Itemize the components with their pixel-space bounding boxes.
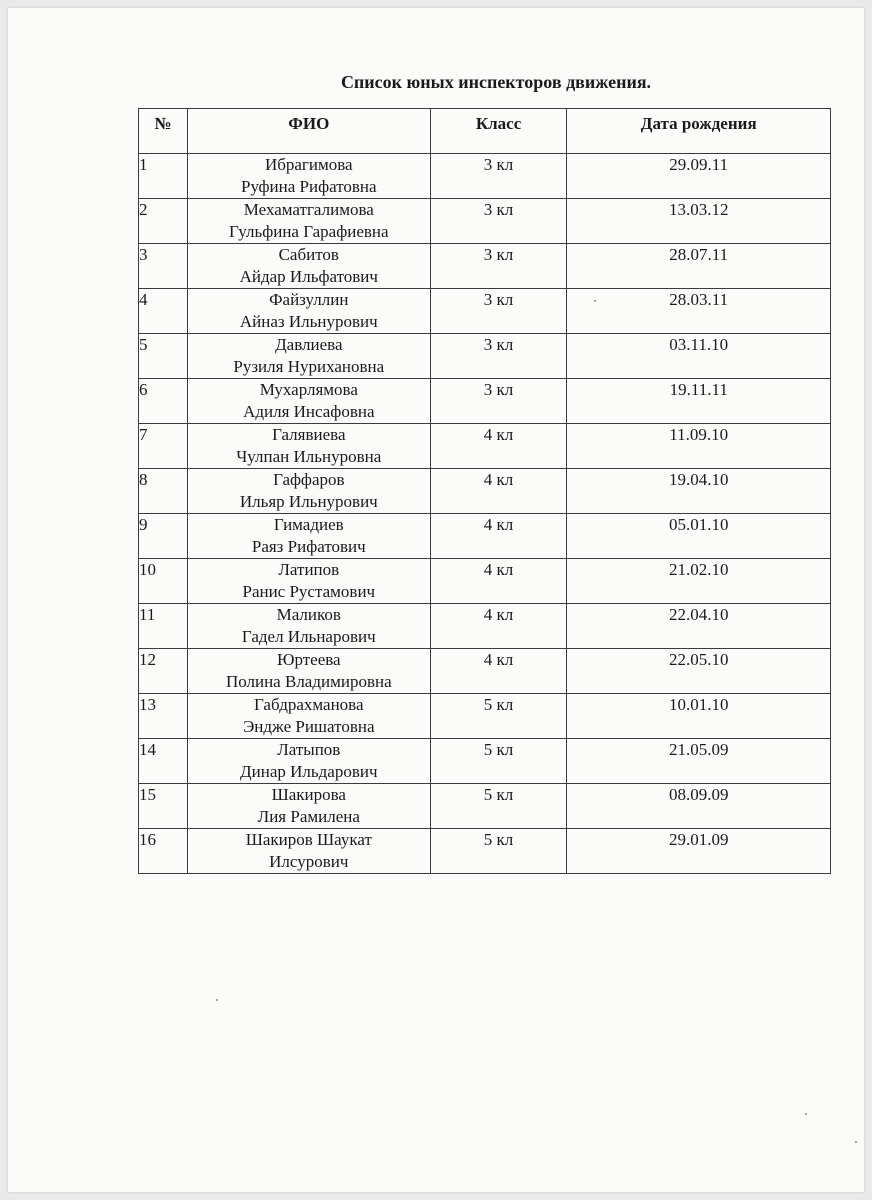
row-class: 4 кл bbox=[430, 649, 567, 694]
table-row bbox=[139, 784, 831, 829]
row-name bbox=[187, 334, 430, 379]
table-header-row bbox=[139, 109, 831, 154]
row-given-names: Ранис Рустамович bbox=[242, 582, 376, 601]
row-class: 3 кл bbox=[430, 334, 567, 379]
row-given-names: Айназ Ильнурович bbox=[239, 312, 378, 331]
table-row bbox=[139, 514, 831, 559]
row-given-names: Полина Владимировна bbox=[225, 672, 392, 691]
row-surname: Гимадиев bbox=[273, 515, 344, 534]
row-name bbox=[187, 829, 430, 874]
row-name bbox=[187, 514, 430, 559]
table-row bbox=[139, 289, 831, 334]
row-surname: Шакирова bbox=[271, 785, 346, 804]
row-given-names: Эндже Ришатовна bbox=[243, 717, 375, 736]
row-class: 5 кл bbox=[430, 784, 567, 829]
row-surname: Ибрагимова bbox=[264, 155, 353, 174]
row-num: 13 bbox=[139, 694, 188, 739]
row-name bbox=[187, 559, 430, 604]
row-birth-date: 21.05.09 bbox=[567, 739, 831, 784]
table-row bbox=[139, 694, 831, 739]
row-surname: Шакиров Шаукат bbox=[245, 830, 372, 849]
row-class: 4 кл bbox=[430, 604, 567, 649]
row-class: 3 кл bbox=[430, 379, 567, 424]
row-surname: Латыпов bbox=[277, 740, 341, 759]
header-name: ФИО bbox=[187, 109, 430, 154]
row-surname: Файзуллин bbox=[269, 290, 349, 309]
row-class: 3 кл bbox=[430, 289, 567, 334]
row-num: 4 bbox=[139, 289, 188, 334]
row-class: 5 кл bbox=[430, 694, 567, 739]
row-name bbox=[187, 199, 430, 244]
row-given-names: Адиля Инсафовна bbox=[243, 402, 375, 421]
row-surname: Юртеева bbox=[276, 650, 341, 669]
table-row bbox=[139, 829, 831, 874]
row-class: 4 кл bbox=[430, 514, 567, 559]
row-surname: Мухарлямова bbox=[259, 380, 358, 399]
row-name bbox=[187, 469, 430, 514]
table-row bbox=[139, 244, 831, 289]
row-surname: Габдрахманова bbox=[254, 695, 364, 714]
row-birth-date: 08.09.09 bbox=[567, 784, 831, 829]
row-birth-date: 05.01.10 bbox=[567, 514, 831, 559]
row-surname: Маликов bbox=[276, 605, 341, 624]
row-surname: Латипов bbox=[278, 560, 340, 579]
row-surname: Сабитов bbox=[278, 245, 339, 264]
row-birth-date: 22.05.10 bbox=[567, 649, 831, 694]
header-birth-date: Дата рождения bbox=[567, 109, 831, 154]
table-row bbox=[139, 559, 831, 604]
row-given-names: Рузиля Нурихановна bbox=[233, 357, 385, 376]
scan-speck bbox=[855, 1141, 857, 1143]
row-given-names: Ильяр Ильнурович bbox=[239, 492, 378, 511]
document-title: Список юных инспекторов движения. bbox=[340, 72, 652, 92]
row-name bbox=[187, 154, 430, 199]
row-num: 3 bbox=[139, 244, 188, 289]
scan-speck bbox=[594, 300, 596, 302]
row-num: 9 bbox=[139, 514, 188, 559]
row-name bbox=[187, 694, 430, 739]
header-num: № bbox=[139, 109, 188, 154]
row-class: 4 кл bbox=[430, 559, 567, 604]
table-row bbox=[139, 379, 831, 424]
row-birth-date: 11.09.10 bbox=[567, 424, 831, 469]
row-class: 3 кл bbox=[430, 244, 567, 289]
row-birth-date: 19.11.11 bbox=[567, 379, 831, 424]
row-num: 5 bbox=[139, 334, 188, 379]
row-name bbox=[187, 649, 430, 694]
scanned-page bbox=[8, 8, 864, 1192]
row-given-names: Раяз Рифатович bbox=[251, 537, 366, 556]
inspectors-table bbox=[138, 108, 831, 874]
row-birth-date: 29.01.09 bbox=[567, 829, 831, 874]
table-row bbox=[139, 154, 831, 199]
row-class: 5 кл bbox=[430, 829, 567, 874]
row-given-names: Гадел Ильнарович bbox=[241, 627, 376, 646]
row-name bbox=[187, 604, 430, 649]
row-num: 11 bbox=[139, 604, 188, 649]
table-row bbox=[139, 469, 831, 514]
row-class: 4 кл bbox=[430, 424, 567, 469]
row-num: 16 bbox=[139, 829, 188, 874]
row-birth-date: 19.04.10 bbox=[567, 469, 831, 514]
row-class: 5 кл bbox=[430, 739, 567, 784]
scan-speck bbox=[216, 999, 218, 1001]
header-class: Класс bbox=[430, 109, 567, 154]
row-birth-date: 28.07.11 bbox=[567, 244, 831, 289]
row-given-names: Айдар Ильфатович bbox=[239, 267, 378, 286]
row-name bbox=[187, 379, 430, 424]
row-given-names: Лия Рамилена bbox=[257, 807, 360, 826]
row-birth-date: 29.09.11 bbox=[567, 154, 831, 199]
row-given-names: Илсурович bbox=[269, 852, 349, 871]
row-num: 15 bbox=[139, 784, 188, 829]
scan-speck bbox=[805, 1113, 807, 1115]
row-class: 3 кл bbox=[430, 154, 567, 199]
row-name bbox=[187, 739, 430, 784]
row-class: 4 кл bbox=[430, 469, 567, 514]
row-surname: Галявиева bbox=[272, 425, 346, 444]
row-surname: Гаффаров bbox=[273, 470, 345, 489]
row-num: 6 bbox=[139, 379, 188, 424]
row-birth-date: 22.04.10 bbox=[567, 604, 831, 649]
row-name bbox=[187, 424, 430, 469]
row-num: 8 bbox=[139, 469, 188, 514]
table-row bbox=[139, 334, 831, 379]
row-birth-date: 03.11.10 bbox=[567, 334, 831, 379]
row-num: 2 bbox=[139, 199, 188, 244]
row-birth-date: 10.01.10 bbox=[567, 694, 831, 739]
table-row bbox=[139, 199, 831, 244]
row-birth-date: 21.02.10 bbox=[567, 559, 831, 604]
row-surname: Давлиева bbox=[275, 335, 343, 354]
row-num: 10 bbox=[139, 559, 188, 604]
row-given-names: Чулпан Ильнуровна bbox=[236, 447, 382, 466]
row-birth-date: 13.03.12 bbox=[567, 199, 831, 244]
row-surname: Мехаматгалимова bbox=[243, 200, 374, 219]
table-row bbox=[139, 649, 831, 694]
row-class: 3 кл bbox=[430, 199, 567, 244]
row-name bbox=[187, 784, 430, 829]
row-birth-date: 28.03.11 bbox=[567, 289, 831, 334]
table-row bbox=[139, 604, 831, 649]
row-name bbox=[187, 244, 430, 289]
row-num: 12 bbox=[139, 649, 188, 694]
row-given-names: Динар Ильдарович bbox=[240, 762, 378, 781]
row-num: 7 bbox=[139, 424, 188, 469]
table-row bbox=[139, 739, 831, 784]
row-given-names: Руфина Рифатовна bbox=[240, 177, 377, 196]
table-row bbox=[139, 424, 831, 469]
row-name bbox=[187, 289, 430, 334]
row-num: 1 bbox=[139, 154, 188, 199]
row-given-names: Гульфина Гарафиевна bbox=[229, 222, 389, 241]
row-num: 14 bbox=[139, 739, 188, 784]
